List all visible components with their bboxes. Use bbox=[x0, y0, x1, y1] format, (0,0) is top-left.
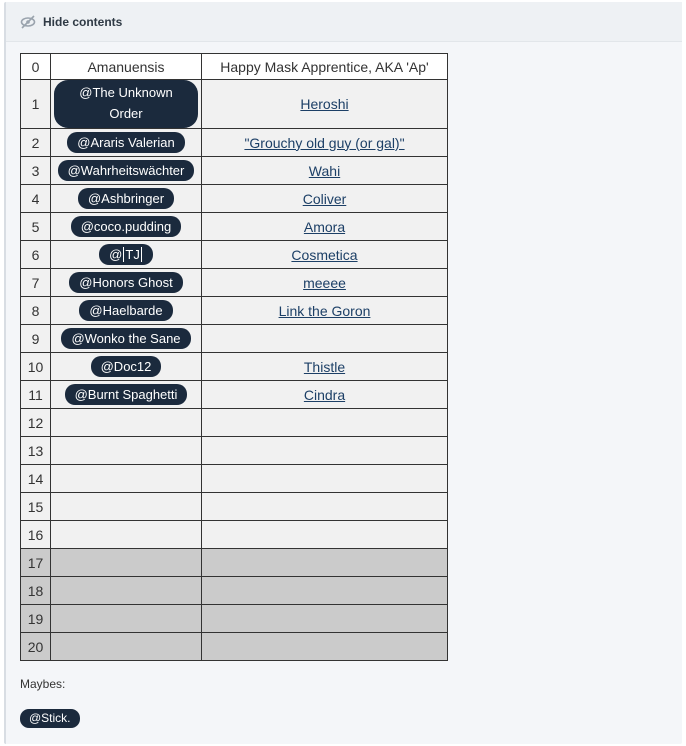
header-index: 0 bbox=[21, 54, 51, 80]
table-row bbox=[21, 437, 448, 465]
row-number: 18 bbox=[21, 577, 51, 605]
row-number: 12 bbox=[21, 409, 51, 437]
row-number: 13 bbox=[21, 437, 51, 465]
row-number: 8 bbox=[21, 297, 51, 325]
amanuensis-cell bbox=[51, 633, 202, 661]
mention-tag[interactable]: @Ashbringer bbox=[78, 188, 174, 209]
character-link[interactable]: Cosmetica bbox=[291, 246, 358, 263]
amanuensis-cell bbox=[51, 493, 202, 521]
amanuensis-cell bbox=[51, 605, 202, 633]
row-number: 11 bbox=[21, 381, 51, 409]
happy-mask-cell bbox=[202, 437, 448, 465]
amanuensis-cell bbox=[51, 465, 202, 493]
row-number: 20 bbox=[21, 633, 51, 661]
eye-slash-icon bbox=[20, 15, 38, 29]
table-row bbox=[21, 549, 448, 577]
amanuensis-cell bbox=[51, 409, 202, 437]
amanuensis-cell bbox=[51, 80, 202, 129]
row-number: 17 bbox=[21, 549, 51, 577]
row-number: 16 bbox=[21, 521, 51, 549]
spoiler-block bbox=[4, 2, 682, 744]
mention-tag[interactable]: @Stick. bbox=[20, 709, 80, 728]
row-number: 19 bbox=[21, 605, 51, 633]
row-number: 5 bbox=[21, 213, 51, 241]
happy-mask-cell bbox=[202, 521, 448, 549]
table-row bbox=[21, 577, 448, 605]
amanuensis-cell bbox=[51, 213, 202, 241]
table-row bbox=[21, 241, 448, 269]
row-number: 14 bbox=[21, 465, 51, 493]
mention-name: TJ bbox=[125, 247, 140, 262]
text-cursor bbox=[141, 247, 142, 262]
happy-mask-cell bbox=[202, 80, 448, 129]
row-number: 6 bbox=[21, 241, 51, 269]
happy-mask-cell bbox=[202, 465, 448, 493]
mention-tag[interactable]: @The Unknown Order bbox=[54, 80, 198, 128]
table-header-row bbox=[21, 54, 448, 80]
happy-mask-cell bbox=[202, 633, 448, 661]
table-row bbox=[21, 129, 448, 157]
amanuensis-cell bbox=[51, 437, 202, 465]
amanuensis-cell bbox=[51, 185, 202, 213]
amanuensis-cell bbox=[51, 129, 202, 157]
character-link[interactable]: Wahi bbox=[308, 162, 341, 179]
table-row bbox=[21, 269, 448, 297]
spoiler-content bbox=[20, 53, 448, 728]
table-row bbox=[21, 353, 448, 381]
happy-mask-cell bbox=[202, 549, 448, 577]
amanuensis-cell bbox=[51, 157, 202, 185]
happy-mask-cell bbox=[202, 129, 448, 157]
table-row bbox=[21, 465, 448, 493]
character-link[interactable]: Amora bbox=[303, 218, 346, 235]
mention-tag[interactable]: @coco.pudding bbox=[71, 216, 182, 237]
mention-prefix: @ bbox=[109, 247, 123, 262]
table-row bbox=[21, 297, 448, 325]
character-link[interactable]: meeee bbox=[303, 274, 346, 291]
roster-table bbox=[20, 53, 448, 661]
row-number: 2 bbox=[21, 129, 51, 157]
table-row bbox=[21, 325, 448, 353]
happy-mask-cell bbox=[202, 213, 448, 241]
amanuensis-cell bbox=[51, 549, 202, 577]
amanuensis-cell bbox=[51, 381, 202, 409]
amanuensis-cell bbox=[51, 241, 202, 269]
character-link[interactable]: Heroshi bbox=[300, 96, 349, 112]
happy-mask-cell bbox=[202, 297, 448, 325]
row-number: 3 bbox=[21, 157, 51, 185]
table-row bbox=[21, 605, 448, 633]
mention-tag[interactable]: @Wahrheitswächter bbox=[58, 160, 195, 181]
happy-mask-cell bbox=[202, 269, 448, 297]
character-link[interactable]: Thistle bbox=[303, 358, 346, 375]
happy-mask-cell bbox=[202, 381, 448, 409]
row-number: 4 bbox=[21, 185, 51, 213]
row-number: 10 bbox=[21, 353, 51, 381]
character-link[interactable]: Coliver bbox=[302, 190, 347, 207]
happy-mask-cell bbox=[202, 409, 448, 437]
happy-mask-cell bbox=[202, 577, 448, 605]
mention-tag[interactable]: @Wonko the Sane bbox=[61, 328, 190, 349]
table-row bbox=[21, 493, 448, 521]
character-link[interactable]: Cindra bbox=[303, 386, 346, 403]
row-number: 7 bbox=[21, 269, 51, 297]
table-row bbox=[21, 521, 448, 549]
header-amanuensis: Amanuensis bbox=[51, 54, 202, 80]
table-row bbox=[21, 185, 448, 213]
character-link[interactable]: Link the Goron bbox=[278, 302, 371, 319]
mention-tag[interactable]: @Haelbarde bbox=[79, 300, 172, 321]
happy-mask-cell bbox=[202, 185, 448, 213]
mention-tag[interactable]: @Burnt Spaghetti bbox=[65, 384, 188, 405]
happy-mask-cell bbox=[202, 605, 448, 633]
table-row bbox=[21, 381, 448, 409]
amanuensis-cell bbox=[51, 577, 202, 605]
amanuensis-cell bbox=[51, 297, 202, 325]
happy-mask-cell bbox=[202, 325, 448, 353]
hide-contents-toggle[interactable] bbox=[6, 2, 682, 42]
character-link[interactable]: "Grouchy old guy (or gal)" bbox=[244, 134, 405, 151]
mention-tag[interactable]: @Doc12 bbox=[91, 356, 162, 377]
row-number: 1 bbox=[21, 80, 51, 129]
amanuensis-cell bbox=[51, 325, 202, 353]
amanuensis-cell bbox=[51, 521, 202, 549]
amanuensis-cell bbox=[51, 269, 202, 297]
mention-tag[interactable] bbox=[99, 244, 153, 265]
maybes-label: Maybes: bbox=[20, 677, 66, 691]
table-row bbox=[21, 633, 448, 661]
table-row bbox=[21, 213, 448, 241]
mention-tag[interactable]: @Honors Ghost bbox=[69, 272, 182, 293]
row-number: 15 bbox=[21, 493, 51, 521]
amanuensis-cell bbox=[51, 353, 202, 381]
happy-mask-cell bbox=[202, 241, 448, 269]
header-happy-mask: Happy Mask Apprentice, AKA 'Ap' bbox=[202, 54, 448, 80]
table-row bbox=[21, 157, 448, 185]
row-number: 9 bbox=[21, 325, 51, 353]
happy-mask-cell bbox=[202, 353, 448, 381]
mention-tag[interactable]: @Araris Valerian bbox=[67, 132, 185, 153]
happy-mask-cell bbox=[202, 157, 448, 185]
hide-contents-label: Hide contents bbox=[43, 14, 123, 29]
table-row bbox=[21, 409, 448, 437]
table-row bbox=[21, 80, 448, 129]
happy-mask-cell bbox=[202, 493, 448, 521]
